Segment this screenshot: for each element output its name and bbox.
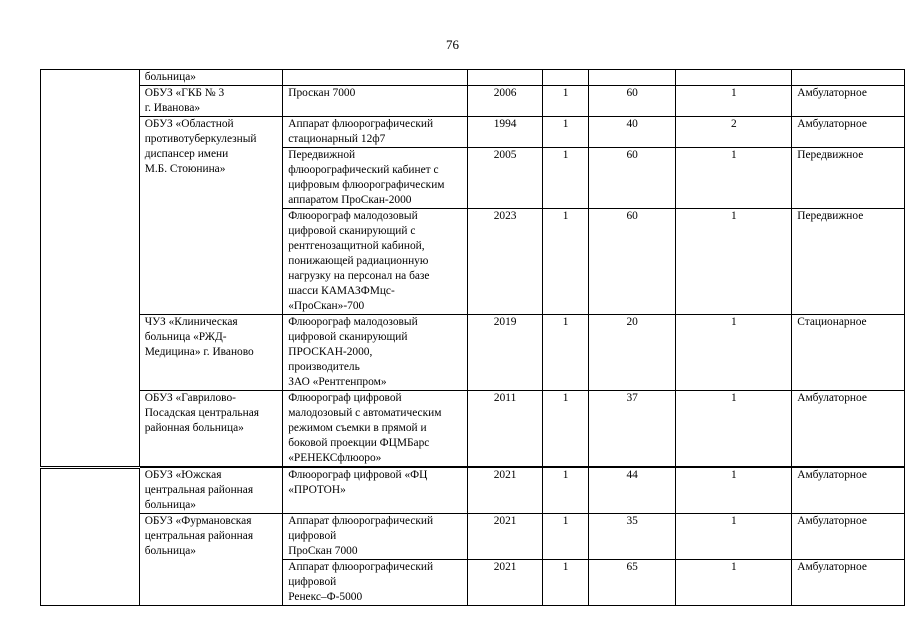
shifts-cell (676, 70, 792, 86)
capacity-cell: 35 (589, 514, 676, 560)
type-cell: Амбулаторное (792, 467, 905, 514)
table-row (41, 467, 905, 514)
capacity-cell: 37 (589, 391, 676, 468)
capacity-cell: 60 (589, 209, 676, 315)
qty-cell: 1 (543, 560, 589, 606)
capacity-cell: 20 (589, 315, 676, 391)
year-cell: 1994 (468, 117, 543, 148)
shifts-cell: 1 (676, 209, 792, 315)
equipment-table (40, 69, 905, 606)
table-row (41, 391, 905, 468)
device-cell: Проскан 7000 (283, 86, 468, 117)
shifts-cell: 1 (676, 391, 792, 468)
capacity-cell: 40 (589, 117, 676, 148)
type-cell (792, 70, 905, 86)
qty-cell: 1 (543, 209, 589, 315)
device-cell: Флюорограф цифровой «ФЦ «ПРОТОН» (283, 467, 468, 514)
type-cell: Амбулаторное (792, 560, 905, 606)
year-cell: 2006 (468, 86, 543, 117)
org-cell: больница» (139, 70, 283, 86)
type-cell: Амбулаторное (792, 117, 905, 148)
page-number: 76 (446, 37, 459, 52)
device-cell (283, 70, 468, 86)
year-cell: 2005 (468, 148, 543, 209)
table-row (41, 86, 905, 117)
year-cell: 2023 (468, 209, 543, 315)
type-cell: Передвижное (792, 148, 905, 209)
table-row (41, 117, 905, 148)
type-cell: Амбулаторное (792, 86, 905, 117)
device-cell: Аппарат флюорографический цифровой Ренекс–Ф-5000 (283, 560, 468, 606)
table-row (41, 70, 905, 86)
qty-cell: 1 (543, 117, 589, 148)
org-cell: ОБУЗ «Южская центральная районная больница» (139, 467, 283, 514)
org-cell: ЧУЗ «Клиническая больница «РЖД- Медицина» г. Иваново (139, 315, 283, 391)
year-cell: 2021 (468, 514, 543, 560)
qty-cell: 1 (543, 315, 589, 391)
shifts-cell: 1 (676, 86, 792, 117)
device-cell: Флюорограф малодозовый цифровой сканирующий с рентгенозащитной кабиной, понижающей радиационную нагрузку на персонал на базе шасси КАМАЗФМцс- «ПроСкан»-700 (283, 209, 468, 315)
shifts-cell: 2 (676, 117, 792, 148)
year-cell: 2021 (468, 560, 543, 606)
shifts-cell: 1 (676, 148, 792, 209)
qty-cell (543, 70, 589, 86)
shifts-cell: 1 (676, 514, 792, 560)
type-cell: Передвижное (792, 209, 905, 315)
region-cell (41, 70, 140, 468)
org-cell: ОБУЗ «Гаврилово- Посадская центральная районная больница» (139, 391, 283, 468)
qty-cell: 1 (543, 514, 589, 560)
qty-cell: 1 (543, 467, 589, 514)
type-cell: Амбулаторное (792, 514, 905, 560)
shifts-cell: 1 (676, 467, 792, 514)
type-cell: Амбулаторное (792, 391, 905, 468)
org-cell: ОБУЗ «Областной противотуберкулезный диспансер имени М.Б. Стоюнина» (139, 117, 283, 315)
shifts-cell: 1 (676, 560, 792, 606)
capacity-cell: 60 (589, 148, 676, 209)
capacity-cell: 60 (589, 86, 676, 117)
device-cell: Аппарат флюорографический стационарный 12ф7 (283, 117, 468, 148)
device-cell: Аппарат флюорографический цифровой ПроСкан 7000 (283, 514, 468, 560)
qty-cell: 1 (543, 86, 589, 117)
region-cell (41, 467, 140, 606)
capacity-cell: 65 (589, 560, 676, 606)
capacity-cell (589, 70, 676, 86)
type-cell: Стационарное (792, 315, 905, 391)
table-row (41, 315, 905, 391)
shifts-cell: 1 (676, 315, 792, 391)
year-cell: 2011 (468, 391, 543, 468)
device-cell: Флюорограф цифровой малодозовый с автоматическим режимом съемки в прямой и боковой проекции ФЦМБарс «РЕНЕКСфлюоро» (283, 391, 468, 468)
org-cell: ОБУЗ «Фурмановская центральная районная больница» (139, 514, 283, 606)
capacity-cell: 44 (589, 467, 676, 514)
device-cell: Флюорограф малодозовый цифровой сканирующий ПРОСКАН-2000, производитель ЗАО «Рентгенпром» (283, 315, 468, 391)
year-cell (468, 70, 543, 86)
org-cell: ОБУЗ «ГКБ № 3 г. Иванова» (139, 86, 283, 117)
year-cell: 2021 (468, 467, 543, 514)
table-row (41, 514, 905, 560)
qty-cell: 1 (543, 148, 589, 209)
device-cell: Передвижной флюорографический кабинет с цифровым флюорографическим аппаратом ПроСкан-2000 (283, 148, 468, 209)
qty-cell: 1 (543, 391, 589, 468)
year-cell: 2019 (468, 315, 543, 391)
